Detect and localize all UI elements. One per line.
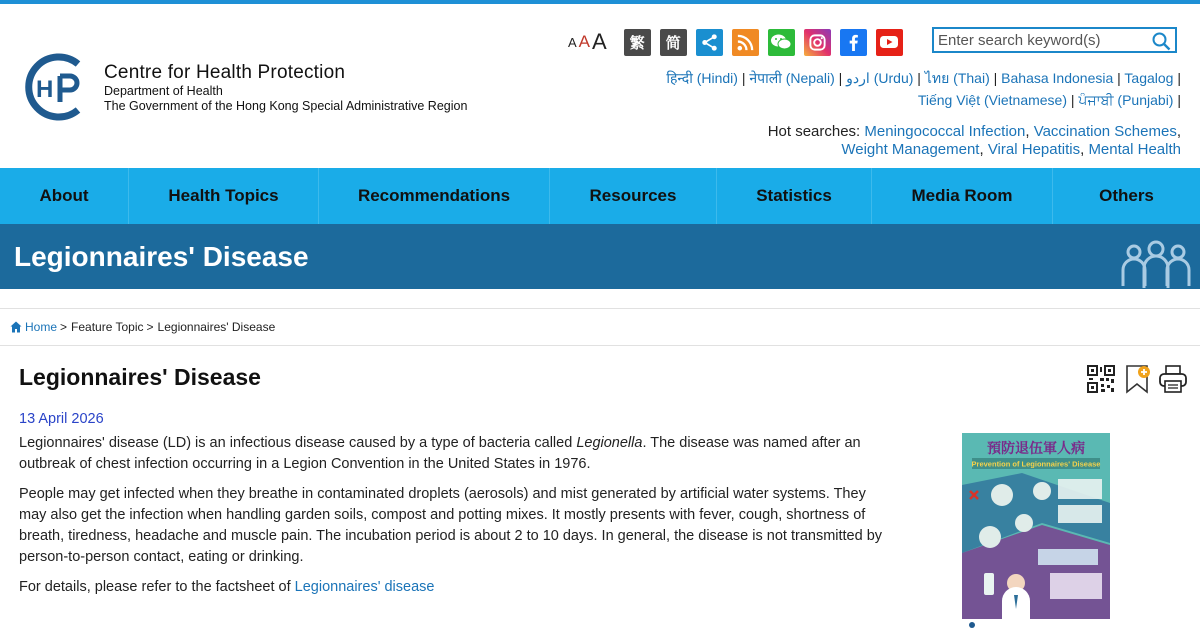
print-icon[interactable] [1158, 364, 1188, 394]
home-icon [10, 321, 22, 333]
article-body [19, 433, 889, 607]
nav-resources[interactable]: Resources [550, 168, 717, 224]
site-brand[interactable] [104, 62, 467, 114]
font-size-medium-button[interactable]: A [578, 32, 591, 51]
people-icon [1120, 240, 1192, 288]
svg-text:H: H [36, 76, 54, 103]
nav-recommendations[interactable]: Recommendations [319, 168, 550, 224]
chp-logo[interactable] [20, 50, 90, 124]
page-tools [1086, 364, 1188, 394]
language-nepali-link[interactable]: नेपाली (Nepali) [749, 70, 835, 86]
language-thai-link[interactable]: ไทย (Thai) [924, 70, 990, 86]
hot-search-link[interactable]: Mental Health [1088, 141, 1181, 158]
breadcrumb-home-link[interactable]: Home [25, 320, 58, 334]
article-paragraph: People may get infected when they breathe in contaminated droplets (aerosols) and mist generated by artificial water systems. They may also get the infection when handling garden soils, compost and potting mixes. It mostly presents with fever, cough, shortness of breath, tiredness, headache and muscle pain. The incubation period is about 2 to 10 days. In general, the disease is not transmitted by person-to-person contact, eating or drinking. [19, 486, 883, 565]
language-indonesian-link[interactable]: Bahasa Indonesia [1001, 70, 1114, 86]
hot-searches: Hot searches: Meningococcal Infection, Vaccination Schemes, Weight Management, Viral Hepatitis, Mental Health [767, 123, 1181, 158]
top-accent-bar [0, 0, 1200, 4]
language-line-2: Tiếng Việt (Vietnamese) | ਪੰਜਾਬੀ (Punjabi) | [917, 92, 1181, 108]
language-links [641, 67, 1181, 111]
publish-date: 13 April 2026 [19, 411, 104, 427]
qr-code-icon[interactable] [1086, 364, 1116, 394]
instagram-icon[interactable] [804, 29, 831, 56]
page-title: Legionnaires' Disease [19, 364, 261, 390]
search-box [932, 27, 1177, 53]
poster-title-chinese: 預防退伍軍人病 [987, 441, 1085, 457]
youtube-icon[interactable] [876, 29, 903, 56]
language-tagalog-link[interactable]: Tagalog [1124, 70, 1174, 86]
hot-search-link[interactable]: Meningococcal Infection [864, 123, 1026, 140]
hot-searches-label: Hot searches: [767, 123, 861, 140]
factsheet-link[interactable]: Legionnaires' disease [294, 579, 435, 595]
breadcrumb-item[interactable]: Feature Topic [71, 320, 144, 334]
poster-title-english: Prevention of Legionnaires' Disease [971, 459, 1101, 469]
hot-search-link[interactable]: Vaccination Schemes [1033, 123, 1177, 140]
article-paragraph [19, 433, 889, 475]
breadcrumb-separator: > [60, 320, 68, 334]
wechat-icon[interactable] [768, 29, 795, 56]
simplified-chinese-button[interactable]: 简 [660, 29, 687, 56]
nav-others[interactable]: Others [1099, 186, 1154, 205]
bookmark-icon[interactable] [1122, 364, 1152, 394]
topic-banner [0, 224, 1200, 289]
nav-about[interactable]: About [0, 168, 129, 224]
facebook-icon[interactable] [840, 29, 867, 56]
main-nav [0, 168, 1200, 224]
font-size-small-button[interactable]: A [568, 34, 577, 50]
search-icon[interactable] [1151, 31, 1171, 51]
share-icon[interactable] [696, 29, 723, 56]
search-input[interactable] [934, 29, 1144, 51]
language-vietnamese-link[interactable]: Tiếng Việt (Vietnamese) [917, 92, 1067, 108]
paragraph-text: For details, please refer to the factsheet of [19, 579, 295, 595]
hot-search-link[interactable]: Viral Hepatitis [987, 141, 1081, 158]
rss-icon[interactable] [732, 29, 759, 56]
header-tools [568, 26, 903, 58]
department-name: Department of Health [104, 84, 223, 98]
breadcrumb [0, 308, 1200, 346]
language-hindi-link[interactable]: हिन्दी (Hindi) [666, 70, 738, 86]
language-line-1: हिन्दी (Hindi) | नेपाली (Nepali) | اردو (Urdu) | ไทย (Thai) | Bahasa Indonesia | Tagalog | [666, 70, 1181, 86]
nav-health-topics[interactable]: Health Topics [129, 168, 319, 224]
nav-media-room[interactable]: Media Room [872, 168, 1053, 224]
prevention-poster[interactable] [962, 433, 1110, 631]
breadcrumb-separator: > [146, 320, 154, 334]
banner-title: Legionnaires' Disease [14, 241, 309, 272]
site-title: Centre for Health Protection [104, 62, 346, 83]
article-paragraph [19, 577, 889, 598]
language-punjabi-link[interactable]: ਪੰਜਾਬੀ (Punjabi) [1078, 92, 1174, 108]
paragraph-text: Legionnaires' disease (LD) is an infectious disease caused by a type of bacteria called [19, 435, 577, 451]
language-urdu-link[interactable]: اردو (Urdu) [846, 70, 914, 86]
nav-statistics[interactable]: Statistics [717, 168, 872, 224]
breadcrumb-current: Legionnaires' Disease [157, 320, 276, 334]
font-size-large-button[interactable]: A [592, 29, 607, 54]
paragraph-text: . The disease was named after an outbreak of chest infection occurring in a Legion Convention in the United States in 1976. [19, 435, 861, 472]
traditional-chinese-button[interactable]: 繁 [624, 29, 651, 56]
bacteria-name: Legionella [576, 435, 643, 451]
government-name: The Government of the Hong Kong Special Administrative Region [104, 99, 468, 113]
hot-search-link[interactable]: Weight Management [841, 141, 980, 158]
